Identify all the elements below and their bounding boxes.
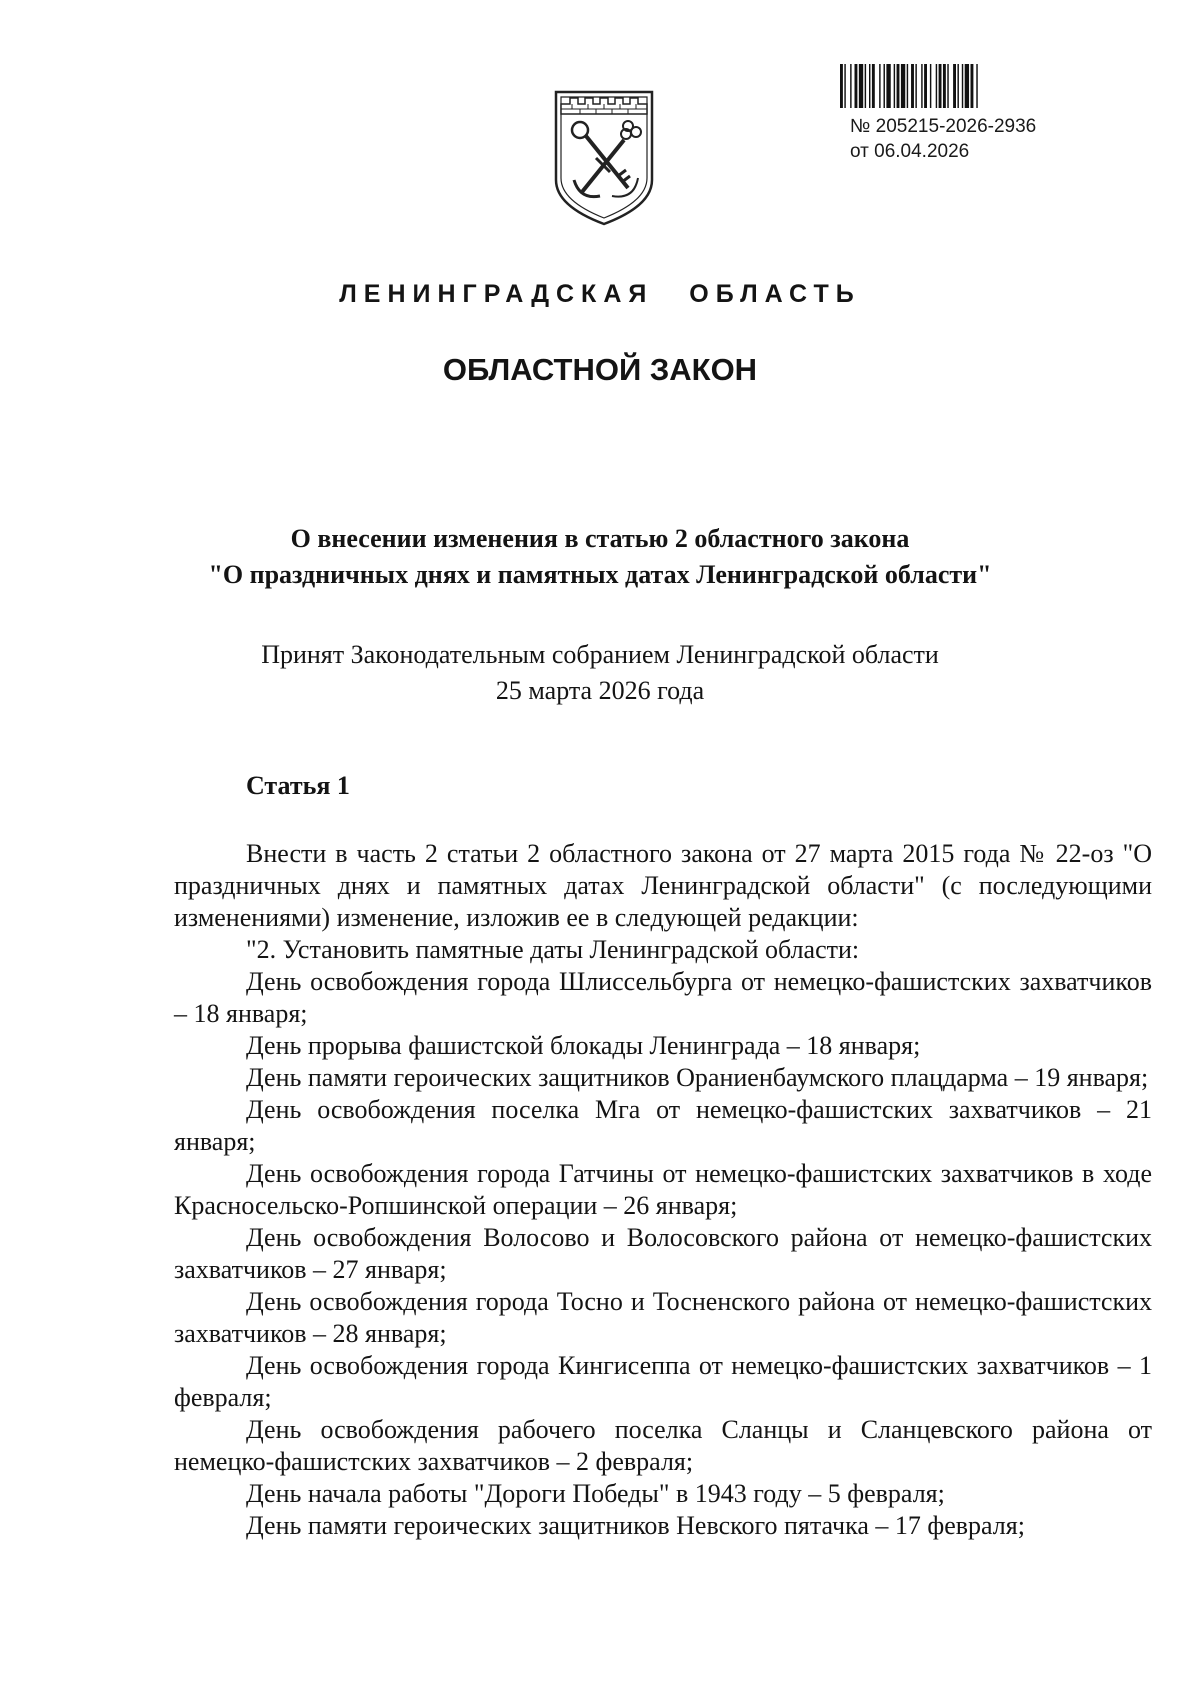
law-title-line: "О праздничных днях и памятных датах Ленинградской области" — [208, 560, 992, 589]
paragraph: День начала работы "Дороги Победы" в 1943 году – 5 февраля; — [246, 1479, 945, 1508]
document-type: ОБЛАСТНОЙ ЗАКОН — [442, 352, 758, 387]
paragraph: День освобождения Волосово и Волосовского района от немецко-фашистских захватчиков – 27 января; — [174, 1223, 1152, 1284]
paragraph: День освобождения города Кингисеппа от немецко-фашистских захватчиков – 1 февраля; — [174, 1351, 1152, 1412]
paragraph: День освобождения рабочего поселка Сланцы и Сланцевского района от немецко-фашистских захватчиков – 2 февраля; — [174, 1415, 1152, 1476]
region-name: ЛЕНИНГРАДСКАЯ ОБЛАСТЬ — [339, 280, 861, 308]
adoption-line: Принят Законодательным собранием Ленинградской области — [261, 640, 939, 669]
registration-date: от 06.04.2026 — [850, 141, 970, 162]
registration-number: № 205215-2026-2936 — [850, 116, 1037, 137]
paragraph: День прорыва фашистской блокады Ленинграда – 18 января; — [246, 1031, 921, 1060]
paragraph: "2. Установить памятные даты Ленинградской области: — [246, 935, 860, 964]
paragraph: День освобождения города Тосно и Тосненского района от немецко-фашистских захватчиков – 28 января; — [174, 1287, 1152, 1348]
paragraph: День освобождения поселка Мга от немецко-фашистских захватчиков – 21 января; — [174, 1095, 1152, 1156]
law-title — [100, 521, 1100, 593]
article-heading: Статья 1 — [246, 771, 350, 800]
paragraph: День памяти героических защитников Ораниенбаумского плацдарма – 19 января; — [246, 1063, 1149, 1092]
paragraph: День памяти героических защитников Невского пятачка – 17 февраля; — [246, 1511, 1025, 1540]
article-body — [174, 838, 1152, 1542]
leningrad-oblast-coat-of-arms-icon — [552, 88, 656, 228]
registration-block — [838, 64, 1098, 164]
adoption-date: 25 марта 2026 года — [495, 676, 705, 705]
adoption-note — [100, 637, 1100, 709]
paragraph: Внести в часть 2 статьи 2 областного закона от 27 марта 2015 года № 22-оз "О праздничных днях и памятных датах Ленинградской области" (с последующими изменениями) изменение, изложив ее в следующей редакции: — [174, 839, 1152, 932]
barcode-icon — [838, 64, 1088, 108]
paragraph: День освобождения города Шлиссельбурга от немецко-фашистских захватчиков – 18 января; — [174, 967, 1152, 1028]
law-title-line: О внесении изменения в статью 2 областного закона — [290, 524, 910, 553]
paragraph: День освобождения города Гатчины от немецко-фашистских захватчиков в ходе Красносельско-Ропшинской операции – 26 января; — [174, 1159, 1152, 1220]
